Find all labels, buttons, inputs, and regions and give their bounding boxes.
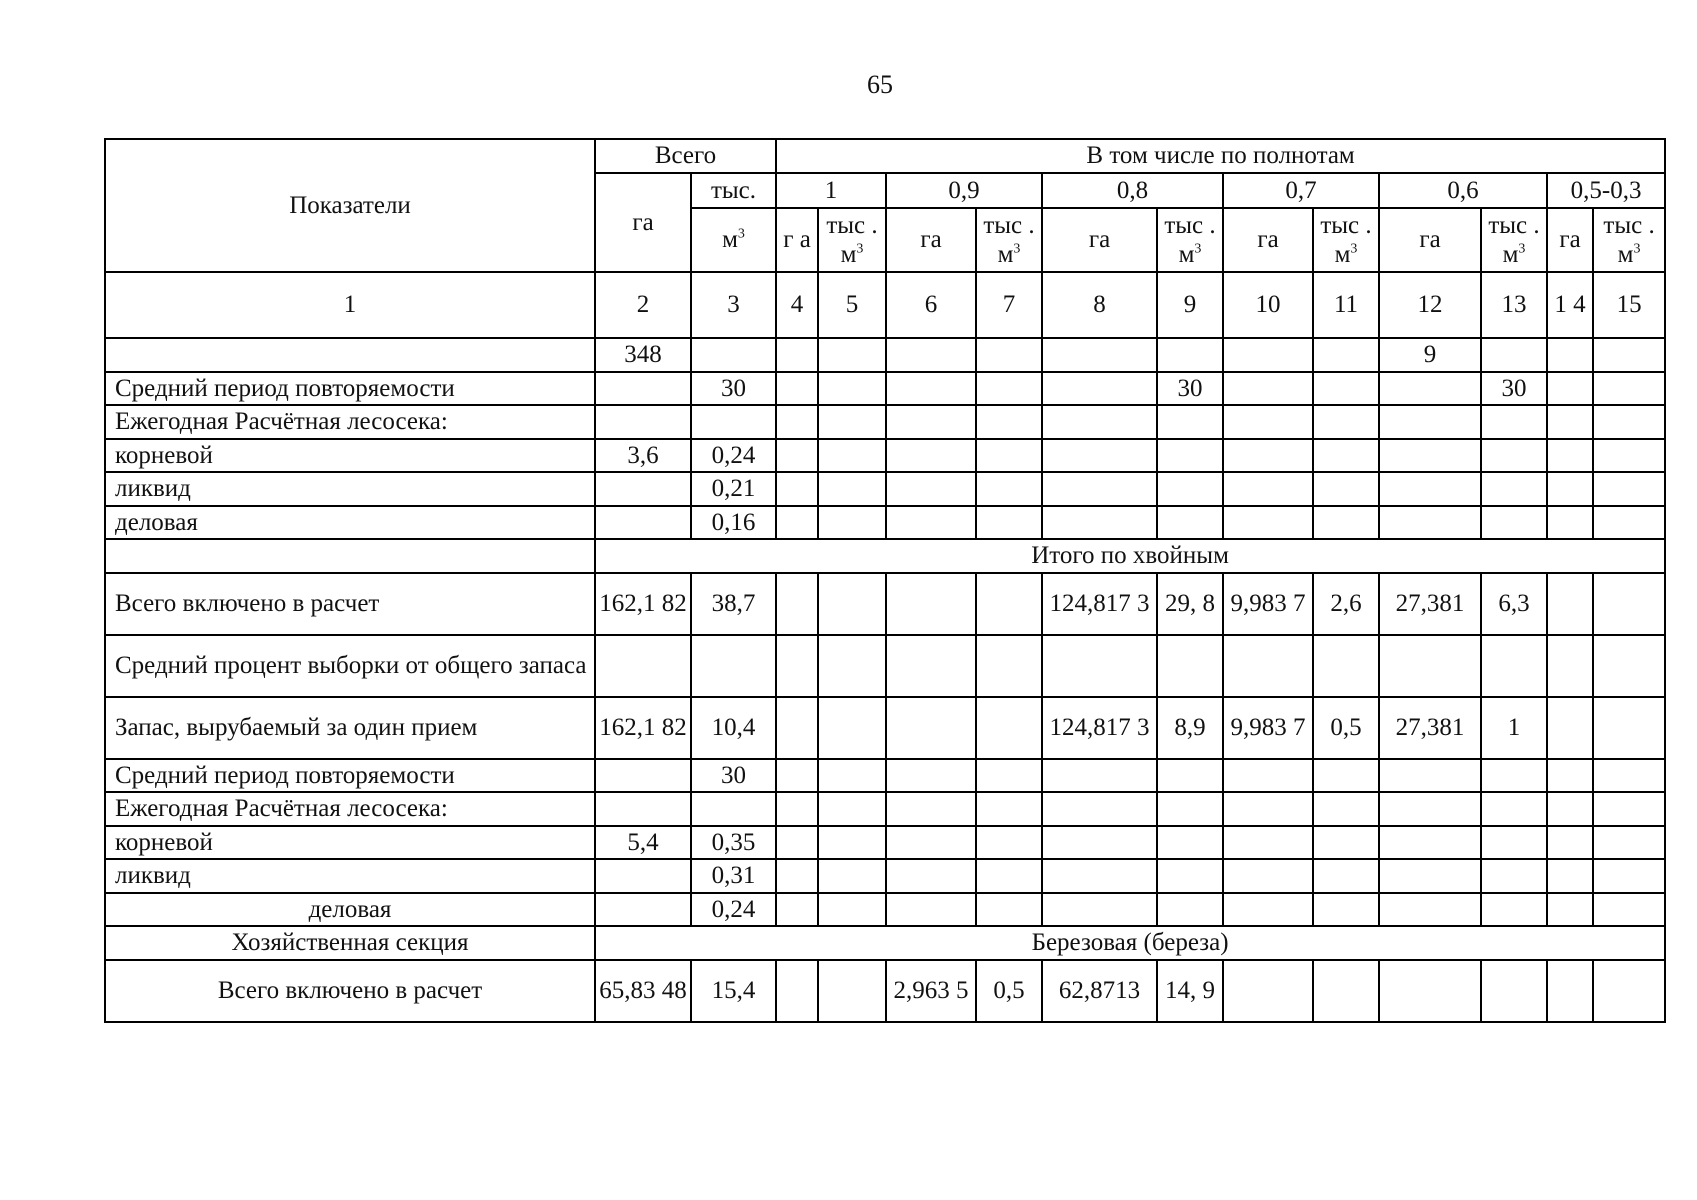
- header-unit-tys-m3: тыс . $м^3$: [1157, 208, 1223, 272]
- header-unit-tys-m3: тыс . $м^3$: [976, 208, 1042, 272]
- table-cell: [1157, 826, 1223, 860]
- table-cell: [776, 439, 818, 473]
- table-cell: 124,817 3: [1042, 697, 1157, 759]
- table-cell: [1223, 372, 1313, 406]
- table-cell: [1313, 759, 1379, 793]
- table-row: [105, 573, 1665, 635]
- table-cell: [1481, 960, 1547, 1022]
- table-cell: [1313, 960, 1379, 1022]
- table-cell: [1593, 573, 1665, 635]
- table-cell: [776, 759, 818, 793]
- table-cell: [976, 893, 1042, 927]
- table-cell: [1593, 960, 1665, 1022]
- table-row: [105, 697, 1665, 759]
- table-cell: [1042, 893, 1157, 927]
- table-cell: [1313, 859, 1379, 893]
- column-number: 1: [105, 272, 595, 338]
- table-cell: [1547, 697, 1593, 759]
- table-cell: [1379, 472, 1481, 506]
- table-cell: [1593, 372, 1665, 406]
- table-cell: 0,35: [691, 826, 776, 860]
- table-cell: [776, 405, 818, 439]
- table-cell: [1223, 506, 1313, 540]
- row-label: Средний период повторяемости: [105, 372, 595, 406]
- table-cell: [1042, 859, 1157, 893]
- table-cell: 8,9: [1157, 697, 1223, 759]
- table-cell: [1593, 759, 1665, 793]
- table-cell: [818, 338, 886, 372]
- table-cell: [976, 372, 1042, 406]
- table-cell: [1042, 439, 1157, 473]
- table-cell: 2,6: [1313, 573, 1379, 635]
- table-cell: 9,983 7: [1223, 573, 1313, 635]
- table-cell: [976, 635, 1042, 697]
- table-cell: [1481, 893, 1547, 927]
- table-cell: 0,24: [691, 893, 776, 927]
- table-row: [105, 372, 1665, 406]
- table-cell: [818, 635, 886, 697]
- table-cell: [1223, 439, 1313, 473]
- table-cell: [1481, 859, 1547, 893]
- row-label: Хозяйственная секция: [105, 926, 595, 960]
- table-cell: [976, 859, 1042, 893]
- table-cell: 65,83 48: [595, 960, 691, 1022]
- table-cell: 14, 9: [1157, 960, 1223, 1022]
- table-cell: 162,1 82: [595, 573, 691, 635]
- table-cell: [1042, 372, 1157, 406]
- section-title: Березовая (береза): [595, 926, 1665, 960]
- table-cell: [1223, 472, 1313, 506]
- table-cell: [1593, 635, 1665, 697]
- table-cell: [818, 826, 886, 860]
- table-cell: [818, 893, 886, 927]
- table-cell: [1042, 472, 1157, 506]
- header-density-0-9: 0,9: [886, 173, 1042, 208]
- table-cell: [1593, 338, 1665, 372]
- table-row: [105, 539, 1665, 573]
- table-cell: [1042, 338, 1157, 372]
- table-cell: [886, 859, 976, 893]
- header-total: Всего: [595, 139, 776, 173]
- row-label: Всего включено в расчет: [105, 573, 595, 635]
- table-cell: [1223, 893, 1313, 927]
- table-cell: [691, 338, 776, 372]
- table-cell: [886, 635, 976, 697]
- table-cell: [1547, 635, 1593, 697]
- table-cell: [1481, 439, 1547, 473]
- table-cell: [1313, 826, 1379, 860]
- table-cell: [1593, 792, 1665, 826]
- table-cell: [1313, 338, 1379, 372]
- table-cell: [595, 372, 691, 406]
- table-cell: [1042, 506, 1157, 540]
- row-label: Запас, вырубаемый за один прием: [105, 697, 595, 759]
- column-number: 1 4: [1547, 272, 1593, 338]
- header-total-m3: $м^3$: [691, 208, 776, 272]
- table-cell: [1157, 792, 1223, 826]
- table-cell: [976, 826, 1042, 860]
- table-cell: [1379, 405, 1481, 439]
- table-cell: [1547, 506, 1593, 540]
- table-cell: [1547, 759, 1593, 793]
- table-cell: [1313, 439, 1379, 473]
- table-cell: 124,817 3: [1042, 573, 1157, 635]
- header-unit-tys-m3: тыс . $м^3$: [818, 208, 886, 272]
- table-cell: [1042, 405, 1157, 439]
- table-cell: [886, 439, 976, 473]
- table-cell: 9: [1379, 338, 1481, 372]
- table-cell: [1379, 439, 1481, 473]
- header-indicators: Показатели: [105, 139, 595, 272]
- table-cell: 38,7: [691, 573, 776, 635]
- table-row: [105, 859, 1665, 893]
- row-label: Ежегодная Расчётная лесосека:: [105, 792, 595, 826]
- table-row: [105, 506, 1665, 540]
- table-cell: [595, 792, 691, 826]
- row-label: Ежегодная Расчётная лесосека:: [105, 405, 595, 439]
- table-cell: [1223, 338, 1313, 372]
- header-density-1: 1: [776, 173, 886, 208]
- table-cell: [595, 893, 691, 927]
- table-row: [105, 338, 1665, 372]
- table-cell: 15,4: [691, 960, 776, 1022]
- column-number: 9: [1157, 272, 1223, 338]
- table-cell: [776, 893, 818, 927]
- table-cell: [1223, 635, 1313, 697]
- page-number: 65: [867, 70, 893, 99]
- table-cell: [1593, 697, 1665, 759]
- table-cell: [818, 759, 886, 793]
- table-cell: [691, 635, 776, 697]
- table-row: [105, 472, 1665, 506]
- table-cell: [1313, 472, 1379, 506]
- column-number: 5: [818, 272, 886, 338]
- table-cell: [1379, 635, 1481, 697]
- row-label: Средний процент выборки от общего запаса: [105, 635, 595, 697]
- column-number: 8: [1042, 272, 1157, 338]
- table-cell: [595, 472, 691, 506]
- header-unit-ha: га: [1042, 208, 1157, 272]
- table-cell: [1593, 893, 1665, 927]
- header-by-density: В том числе по полнотам: [776, 139, 1665, 173]
- table-cell: [1042, 759, 1157, 793]
- table-cell: 29, 8: [1157, 573, 1223, 635]
- table-cell: 0,5: [1313, 697, 1379, 759]
- table-cell: 27,381: [1379, 697, 1481, 759]
- table-cell: [1379, 960, 1481, 1022]
- table-cell: [595, 859, 691, 893]
- table-cell: [886, 759, 976, 793]
- table-cell: [1223, 859, 1313, 893]
- table-cell: [1223, 405, 1313, 439]
- table-cell: [1547, 573, 1593, 635]
- table-cell: [776, 826, 818, 860]
- header-density-0-7: 0,7: [1223, 173, 1379, 208]
- table-cell: [1547, 338, 1593, 372]
- header-total-ha: га: [595, 173, 691, 272]
- table-cell: 30: [1481, 372, 1547, 406]
- table-cell: [1593, 506, 1665, 540]
- table-cell: [976, 472, 1042, 506]
- header-density-0-6: 0,6: [1379, 173, 1547, 208]
- table-cell: [886, 506, 976, 540]
- table-cell: [1547, 439, 1593, 473]
- column-number: 6: [886, 272, 976, 338]
- table-cell: [1547, 792, 1593, 826]
- table-cell: 30: [691, 759, 776, 793]
- table-cell: [886, 372, 976, 406]
- table-cell: [1481, 506, 1547, 540]
- table-cell: [595, 506, 691, 540]
- column-number: 15: [1593, 272, 1665, 338]
- table-cell: [886, 338, 976, 372]
- table-cell: [818, 697, 886, 759]
- table-cell: [1379, 826, 1481, 860]
- table-cell: 2,963 5: [886, 960, 976, 1022]
- table-cell: [818, 792, 886, 826]
- table-cell: [1547, 893, 1593, 927]
- table-cell: [886, 405, 976, 439]
- table-cell: [886, 826, 976, 860]
- table-cell: [976, 405, 1042, 439]
- table-cell: [776, 635, 818, 697]
- header-density-0-5-0-3: 0,5-0,3: [1547, 173, 1665, 208]
- table-cell: [976, 506, 1042, 540]
- column-number: 10: [1223, 272, 1313, 338]
- table-cell: [776, 472, 818, 506]
- table-cell: [818, 960, 886, 1022]
- table-cell: 27,381: [1379, 573, 1481, 635]
- table-cell: [818, 506, 886, 540]
- table-cell: [1157, 893, 1223, 927]
- table-cell: [1481, 826, 1547, 860]
- table-row: [105, 759, 1665, 793]
- row-label: Всего включено в расчет: [105, 960, 595, 1022]
- table-cell: [776, 792, 818, 826]
- table-cell: 6,3: [1481, 573, 1547, 635]
- table-cell: [886, 893, 976, 927]
- table-cell: [1593, 439, 1665, 473]
- header-unit-ha: га: [886, 208, 976, 272]
- table-cell: [1313, 792, 1379, 826]
- table-row: [105, 405, 1665, 439]
- header-unit-ha-narrow: г а: [776, 208, 818, 272]
- table-row: [105, 792, 1665, 826]
- row-label: Средний период повторяемости: [105, 759, 595, 793]
- table-cell: [886, 697, 976, 759]
- header-total-thous: тыс.: [691, 173, 776, 208]
- table-cell: [886, 792, 976, 826]
- table-cell: [1157, 472, 1223, 506]
- table-cell: [1157, 859, 1223, 893]
- table-cell: [886, 472, 976, 506]
- table-cell: [691, 792, 776, 826]
- table-cell: [818, 859, 886, 893]
- table-row: [105, 960, 1665, 1022]
- header-unit-ha: га: [1223, 208, 1313, 272]
- table-row: [105, 893, 1665, 927]
- header-unit-tys-m3: тыс . $м^3$: [1481, 208, 1547, 272]
- table-cell: [1313, 506, 1379, 540]
- table-cell: 162,1 82: [595, 697, 691, 759]
- column-number: 7: [976, 272, 1042, 338]
- table-cell: [1379, 372, 1481, 406]
- table-row: [105, 439, 1665, 473]
- table-cell: 0,24: [691, 439, 776, 473]
- section-title: Итого по хвойным: [595, 539, 1665, 573]
- table-cell: [976, 792, 1042, 826]
- table-cell: [1223, 826, 1313, 860]
- row-label: деловая: [105, 506, 595, 540]
- table-cell: [818, 573, 886, 635]
- table-cell: [976, 697, 1042, 759]
- header-unit-ha: га: [1547, 208, 1593, 272]
- column-number: 4: [776, 272, 818, 338]
- table-cell: [1547, 472, 1593, 506]
- table-cell: [1313, 405, 1379, 439]
- table-cell: [1379, 759, 1481, 793]
- table-row: [105, 926, 1665, 960]
- table-cell: [976, 759, 1042, 793]
- table-cell: [595, 405, 691, 439]
- table-row: [105, 635, 1665, 697]
- table-cell: [1593, 405, 1665, 439]
- table-cell: 0,21: [691, 472, 776, 506]
- row-label: корневой: [105, 826, 595, 860]
- row-label: [105, 338, 595, 372]
- table-cell: [1481, 405, 1547, 439]
- table-cell: [776, 859, 818, 893]
- table-cell: [1547, 826, 1593, 860]
- table-cell: [818, 405, 886, 439]
- table-cell: [818, 372, 886, 406]
- table-cell: [1157, 405, 1223, 439]
- table-cell: 10,4: [691, 697, 776, 759]
- table-cell: 0,31: [691, 859, 776, 893]
- table-row: [105, 826, 1665, 860]
- table-cell: [1379, 792, 1481, 826]
- row-label: [105, 539, 595, 573]
- table-cell: [1042, 792, 1157, 826]
- table-cell: 62,8713: [1042, 960, 1157, 1022]
- table-cell: 30: [691, 372, 776, 406]
- header-unit-tys-m3: тыс . $м^3$: [1593, 208, 1665, 272]
- table-cell: 0,16: [691, 506, 776, 540]
- table-cell: [776, 960, 818, 1022]
- table-cell: [1223, 792, 1313, 826]
- column-number: 3: [691, 272, 776, 338]
- table-cell: 1: [1481, 697, 1547, 759]
- table-cell: [1547, 405, 1593, 439]
- table-cell: [1593, 472, 1665, 506]
- table-cell: [1313, 372, 1379, 406]
- table-cell: [1157, 338, 1223, 372]
- table-cell: [818, 472, 886, 506]
- row-label: корневой: [105, 439, 595, 473]
- table-cell: [1379, 506, 1481, 540]
- table-cell: [1481, 472, 1547, 506]
- header-unit-ha: га: [1379, 208, 1481, 272]
- table-cell: [776, 506, 818, 540]
- table-cell: [1223, 759, 1313, 793]
- table-cell: [1313, 635, 1379, 697]
- row-label: ликвид: [105, 859, 595, 893]
- table-cell: [976, 338, 1042, 372]
- table-cell: [1313, 893, 1379, 927]
- table-cell: [1157, 439, 1223, 473]
- table-cell: 0,5: [976, 960, 1042, 1022]
- table-cell: [1379, 893, 1481, 927]
- column-number: 11: [1313, 272, 1379, 338]
- column-number: 12: [1379, 272, 1481, 338]
- row-label: ликвид: [105, 472, 595, 506]
- table-cell: [776, 372, 818, 406]
- table-cell: [1547, 372, 1593, 406]
- table-cell: [1157, 506, 1223, 540]
- forest-density-table: [104, 138, 1666, 1023]
- table-cell: [1223, 960, 1313, 1022]
- table-cell: [1593, 826, 1665, 860]
- table-cell: [976, 573, 1042, 635]
- column-number: 13: [1481, 272, 1547, 338]
- header-density-0-8: 0,8: [1042, 173, 1223, 208]
- table-cell: 9,983 7: [1223, 697, 1313, 759]
- table-cell: [1042, 635, 1157, 697]
- table-cell: 5,4: [595, 826, 691, 860]
- table-cell: [1547, 859, 1593, 893]
- table-cell: [1042, 826, 1157, 860]
- table-cell: [1481, 635, 1547, 697]
- table-cell: [1481, 338, 1547, 372]
- table-cell: 30: [1157, 372, 1223, 406]
- table-cell: [691, 405, 776, 439]
- table-cell: [1481, 792, 1547, 826]
- row-label: деловая: [105, 893, 595, 927]
- table-cell: [976, 439, 1042, 473]
- table-cell: [595, 635, 691, 697]
- table-cell: [1593, 859, 1665, 893]
- table-cell: 3,6: [595, 439, 691, 473]
- table-cell: [776, 573, 818, 635]
- table-cell: [595, 759, 691, 793]
- column-number: 2: [595, 272, 691, 338]
- table-cell: [1547, 960, 1593, 1022]
- table-cell: [886, 573, 976, 635]
- table-cell: [818, 439, 886, 473]
- table-cell: [1157, 759, 1223, 793]
- table-cell: [1481, 759, 1547, 793]
- table-cell: [776, 338, 818, 372]
- table-cell: 348: [595, 338, 691, 372]
- table-cell: [776, 697, 818, 759]
- table-cell: [1157, 635, 1223, 697]
- header-unit-tys-m3: тыс . $м^3$: [1313, 208, 1379, 272]
- table-cell: [1379, 859, 1481, 893]
